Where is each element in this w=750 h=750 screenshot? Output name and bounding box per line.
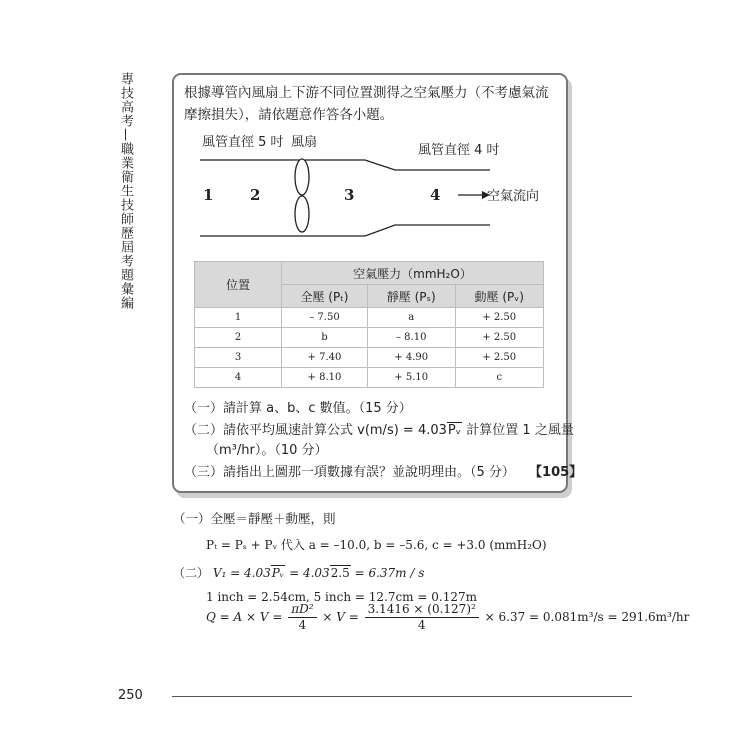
question-2-text-a: （二）請依平均風速計算公式 v(m/s) = 4.03: [184, 423, 447, 438]
question-2: [184, 421, 574, 441]
cell-velocity: + 2.50: [455, 308, 544, 328]
solution-line-3: [173, 564, 424, 581]
cell-total: – 7.50: [282, 308, 368, 328]
col-header-static: 靜壓 (Pₛ): [367, 285, 455, 308]
cell-static: – 8.10: [367, 328, 455, 348]
fraction-value-numerator: 3.1416 × (0.127)²: [365, 602, 479, 618]
fan-blade-lower: [295, 196, 309, 232]
question-3-text: （三）請指出上圖那一項數據有誤？並說明理由。（5 分）: [184, 465, 515, 480]
position-2-label: 2: [250, 186, 261, 204]
solution-q-b: × V =: [318, 610, 363, 624]
solution-sqrt-pv: Pᵥ: [271, 566, 285, 580]
table-row: [195, 328, 544, 348]
duct-lower-wall: [200, 225, 490, 236]
position-1-label: 1: [203, 186, 214, 204]
question-2-text-b: 計算位置 1 之風量: [466, 423, 574, 438]
cell-position: 3: [195, 348, 282, 368]
table-row: [195, 348, 544, 368]
col-header-group: 空氣壓力（mmH₂O）: [282, 262, 544, 285]
sqrt-pv: Pᵥ: [447, 423, 462, 438]
fraction-value-denominator: 4: [417, 618, 426, 632]
solution-line-4: 1 inch = 2.54cm, 5 inch = 12.7cm = 0.127m: [206, 590, 477, 604]
book-series-title: 專技高考—職業衛生技師歷屆考題彙編: [118, 72, 133, 310]
solution-v1-c: = 6.37m / s: [350, 566, 425, 580]
fan-label: 風扇: [291, 135, 318, 150]
fraction-area: [288, 602, 316, 633]
fraction-area-denominator: 4: [298, 618, 307, 632]
pressure-table: [194, 261, 544, 388]
fan-blade-upper: [295, 159, 309, 195]
table-row: [195, 368, 544, 388]
duct-right-label: 風管直徑 4 吋: [418, 143, 500, 158]
cell-total: b: [282, 328, 368, 348]
solution-line-2: Pₜ = Pₛ + Pᵥ 代入 a = –10.0, b = –5.6, c = +3.0 (mmH₂O): [206, 538, 547, 552]
solution-sqrt-2-5: 2.5: [330, 566, 350, 580]
cell-static: a: [367, 308, 455, 328]
cell-position: 1: [195, 308, 282, 328]
cell-position: 2: [195, 328, 282, 348]
fraction-value: [365, 602, 479, 633]
cell-velocity: + 2.50: [455, 348, 544, 368]
solution-line-1: （一）全壓＝靜壓＋動壓，則: [173, 511, 336, 526]
solution-v1-b: = 4.03: [285, 566, 330, 580]
question-2-units: （m³/hr）。（10 分）: [206, 443, 328, 458]
duct-left-label: 風管直徑 5 吋: [202, 135, 284, 150]
cell-velocity: + 2.50: [455, 328, 544, 348]
duct-upper-wall: [200, 160, 490, 170]
solution-q-a: Q = A × V =: [206, 610, 287, 624]
question-1: （一）請計算 a、b、c 數值。（15 分）: [184, 401, 412, 416]
position-4-label: 4: [430, 186, 441, 204]
col-header-velocity: 動壓 (Pᵥ): [455, 285, 544, 308]
col-header-total: 全壓 (Pₜ): [282, 285, 368, 308]
cell-position: 4: [195, 368, 282, 388]
position-3-label: 3: [344, 186, 355, 204]
table-row: [195, 308, 544, 328]
cell-total: + 8.10: [282, 368, 368, 388]
problem-intro: 根據導管內風扇上下游不同位置測得之空氣壓力（不考慮氣流摩擦損失），請依題意作答各小題。: [184, 85, 549, 123]
solution-line-5: [206, 602, 689, 633]
cell-total: + 7.40: [282, 348, 368, 368]
page-number: 250: [118, 688, 143, 703]
cell-static: + 5.10: [367, 368, 455, 388]
flow-label: 空氣流向: [487, 189, 540, 204]
solution-q-c: × 6.37 = 0.081m³/s = 291.6m³/hr: [480, 610, 690, 624]
exam-year-tag: 【105】: [529, 465, 583, 480]
duct-diagram: [190, 130, 555, 248]
footer-rule: [172, 696, 632, 697]
question-3: [184, 463, 582, 483]
fraction-area-numerator: πD²: [288, 602, 316, 618]
solution-line-3-label: （二）: [173, 566, 210, 580]
cell-static: + 4.90: [367, 348, 455, 368]
cell-velocity: c: [455, 368, 544, 388]
col-header-position: 位置: [195, 262, 282, 308]
solution-v1-a: V₁ = 4.03: [212, 566, 271, 580]
